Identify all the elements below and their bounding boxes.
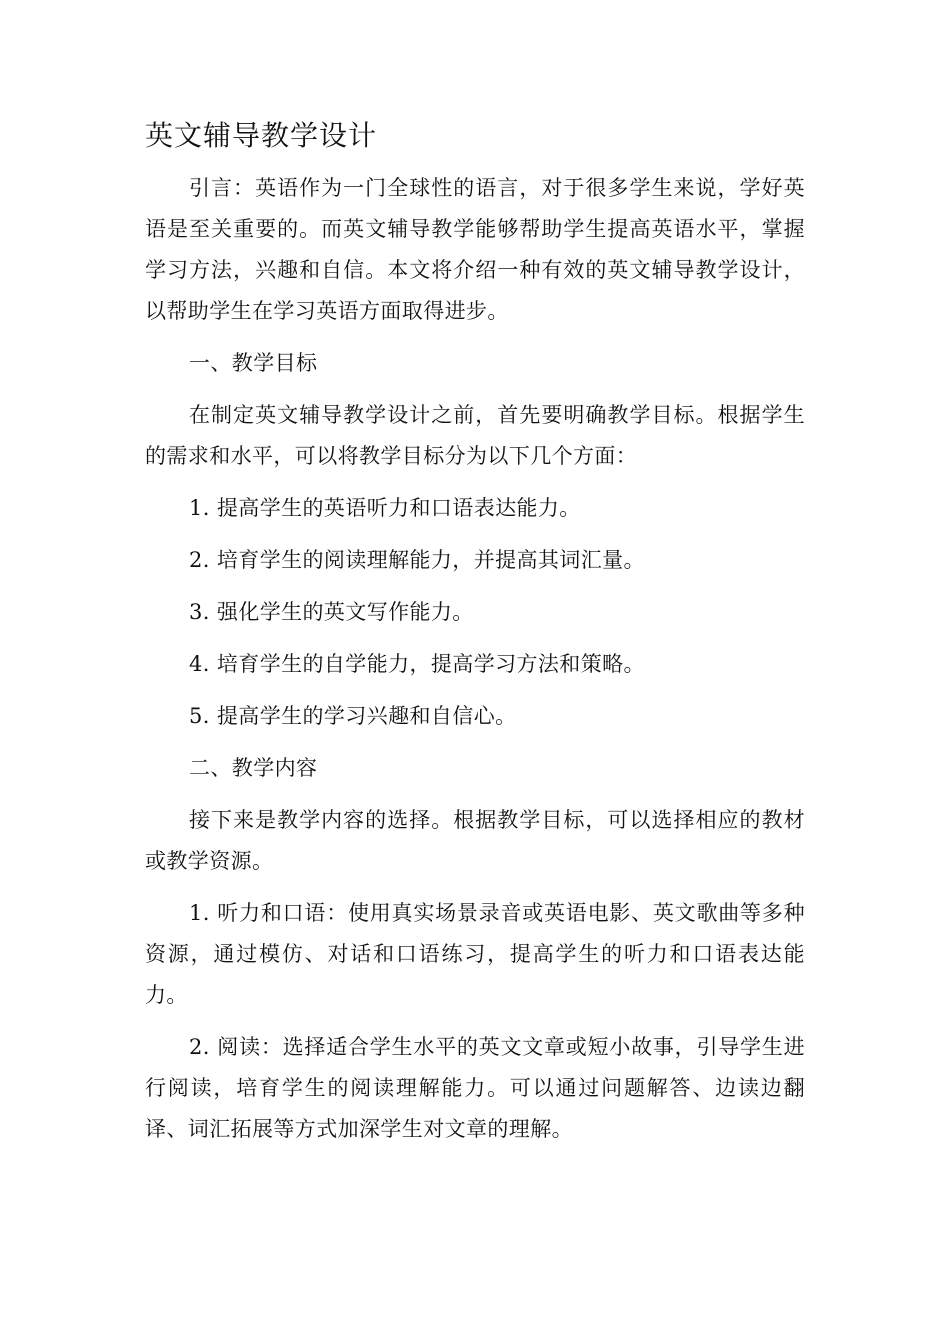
list-item-goal-2: 2. 培育学生的阅读理解能力，并提高其词汇量。 — [189, 548, 645, 572]
list-item-content-1: 1. 听力和口语：使用真实场景录音或英语电影、英文歌曲等多种资源，通过模仿、对话和口语练习，提高学生的听力和口语表达能力。 — [145, 901, 805, 1007]
section-heading-goals: 一、教学目标 — [189, 351, 318, 375]
paragraph-goals-intro: 在制定英文辅导教学设计之前，首先要明确教学目标。根据学生的需求和水平，可以将教学目标分为以下几个方面： — [145, 403, 805, 468]
paragraph-intro: 引言：英语作为一门全球性的语言，对于很多学生来说，学好英语是至关重要的。而英文辅导教学能够帮助学生提高英语水平，掌握学习方法，兴趣和自信。本文将介绍一种有效的英文辅导教学设计，以帮助学生在学习英语方面取得进步。 — [145, 176, 805, 323]
list-item-content-2: 2. 阅读：选择适合学生水平的英文文章或短小故事，引导学生进行阅读，培育学生的阅读理解能力。可以通过问题解答、边读边翻译、词汇拓展等方式加深学生对文章的理解。 — [145, 1035, 805, 1141]
paragraph-content-intro: 接下来是教学内容的选择。根据教学目标，可以选择相应的教材或教学资源。 — [145, 808, 805, 873]
list-item-goal-4: 4. 培育学生的自学能力，提高学习方法和策略。 — [189, 652, 645, 676]
list-item-goal-5: 5. 提高学生的学习兴趣和自信心。 — [189, 704, 517, 728]
document-body — [145, 168, 805, 1161]
section-heading-content: 二、教学内容 — [189, 756, 318, 780]
list-item-goal-1: 1. 提高学生的英语听力和口语表达能力。 — [189, 496, 581, 520]
list-item-goal-3: 3. 强化学生的英文写作能力。 — [189, 600, 474, 624]
document-title: 英文辅导教学设计 — [145, 119, 378, 152]
